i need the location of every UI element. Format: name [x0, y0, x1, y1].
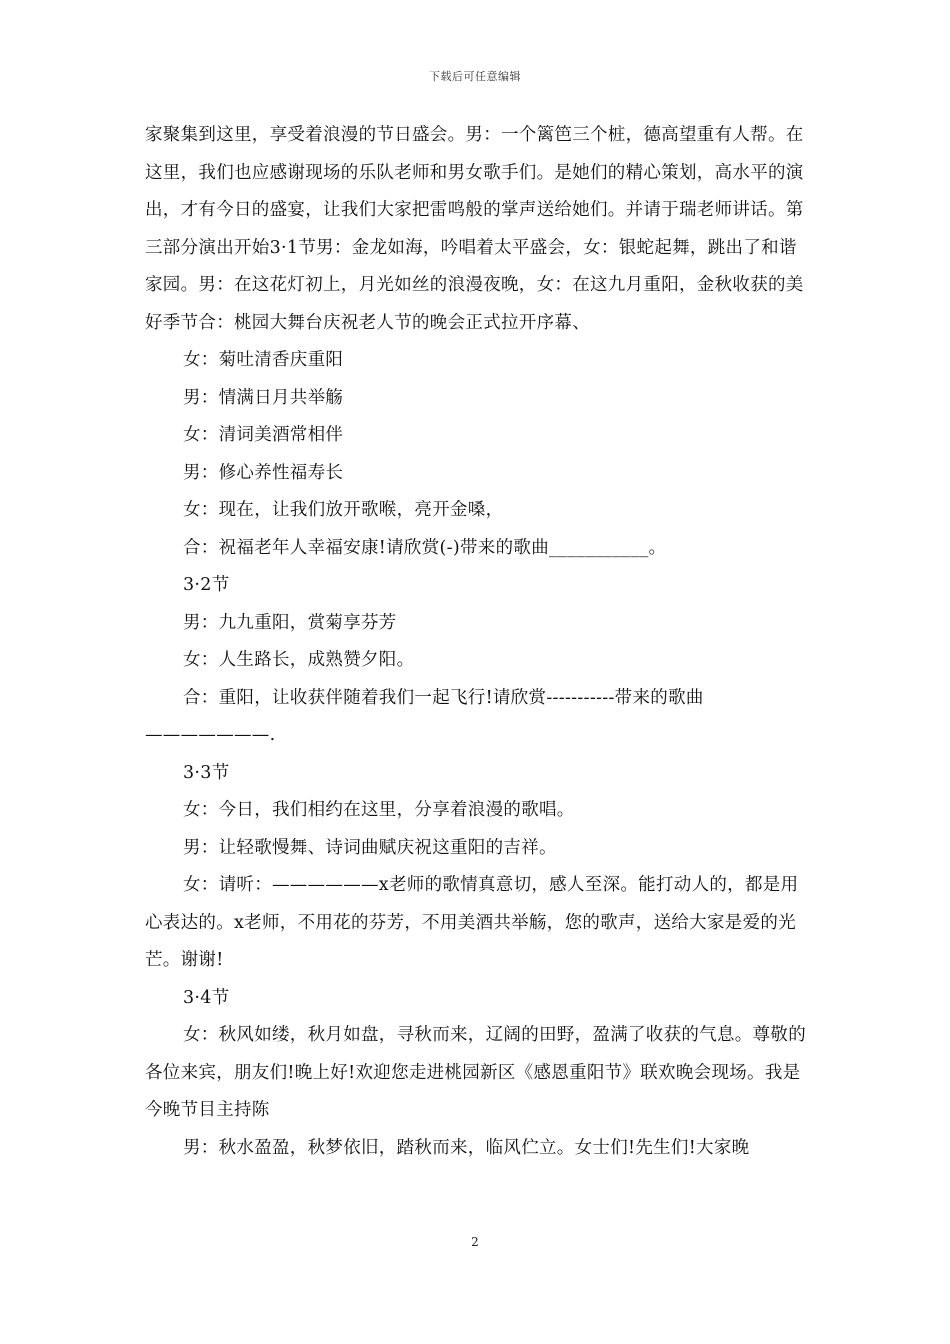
- paragraph: 女：人生路长，成熟赞夕阳。: [183, 650, 415, 670]
- page-header: 下载后可任意编辑: [429, 70, 521, 83]
- page-number: 2: [471, 1235, 479, 1249]
- document-body: [145, 117, 813, 1167]
- section-heading: 3·3节: [183, 762, 230, 783]
- paragraph: 女：菊吐清香庆重阳: [183, 350, 344, 370]
- paragraph: 家聚集到这里，享受着浪漫的节日盛会。男：一个篱笆三个桩，德高望重有人帮。在这里，我们也应感谢现场的乐队老师和男女歌手们。是她们的精心策划，高水平的演出，才有今日的盛宴，让我们大家把雷鸣般的掌声送给她们。并请于瑞老师讲话。第三部分演出开始3·1节男：金龙如海，吟唱着太平盛会，女：银蛇起舞，跳出了和谐家园。男：在这花灯初上，月光如丝的浪漫夜晚，女：在这九月重阳，金秋收获的美好季节合：桃园大舞台庆祝老人节的晚会正式拉开序幕、: [145, 125, 804, 333]
- paragraph: 女：请听：——————x老师的歌情真意切，感人至深。能打动人的，都是用心表达的。x老师，不用花的芬芳，不用美酒共举觞，您的歌声，送给大家是爱的光芒。谢谢!: [145, 875, 799, 970]
- paragraph: 女：今日，我们相约在这里，分享着浪漫的歌唱。: [183, 800, 575, 820]
- paragraph: 女：现在，让我们放开歌喉，亮开金嗓，: [183, 500, 504, 520]
- paragraph: 女：清词美酒常相伴: [183, 425, 344, 445]
- paragraph: 男：情满日月共举觞: [183, 387, 344, 408]
- paragraph: 合：祝福老年人幸福安康!请欣赏(-)带来的歌曲___________。: [183, 537, 667, 558]
- paragraph: 男：秋水盈盈，秋梦依旧，踏秋而来，临风伫立。女士们!先生们!大家晚: [183, 1137, 750, 1158]
- section-heading: 3·2节: [183, 575, 230, 595]
- paragraph: 女：秋风如缕，秋月如盘，寻秋而来，辽阔的田野，盈满了收获的气息。尊敬的各位来宾，朋友们!晚上好!欢迎您走进桃园新区《感恩重阳节》联欢晚会现场。我是今晚节目主持陈: [145, 1025, 806, 1120]
- paragraph: 合：重阳，让收获伴随着我们一起飞行!请欣赏-----------带来的歌曲———————.: [145, 687, 704, 745]
- paragraph: 男：修心养性福寿长: [183, 462, 344, 483]
- paragraph: 男：让轻歌慢舞、诗词曲赋庆祝这重阳的吉祥。: [183, 837, 557, 858]
- section-heading: 3·4节: [183, 987, 230, 1008]
- paragraph: 男：九九重阳，赏菊享芬芳: [183, 612, 397, 633]
